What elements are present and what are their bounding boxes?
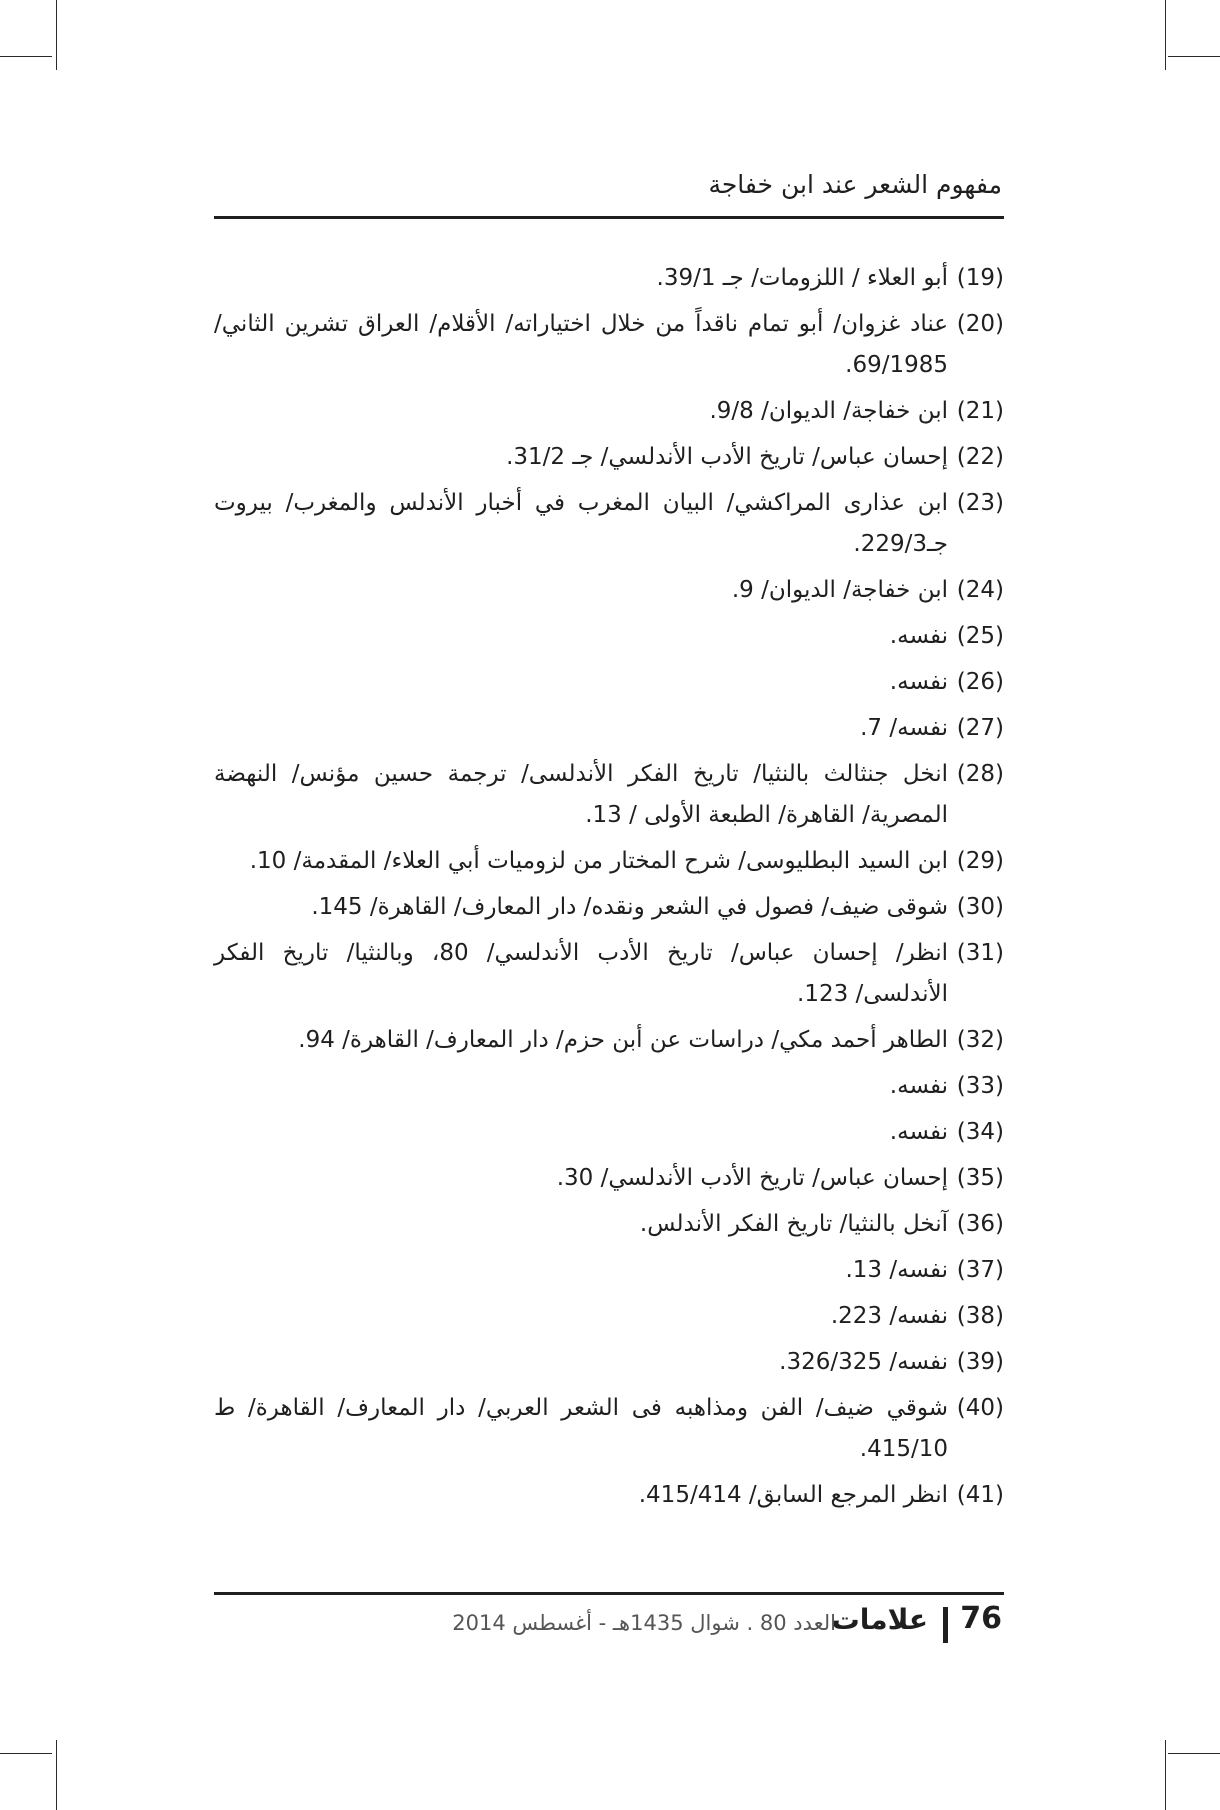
endnote-item [214, 1475, 1004, 1516]
footer-divider-bar [943, 1607, 948, 1643]
endnote-text: نفسه. [889, 669, 948, 695]
endnote-number: (29) [956, 848, 1004, 874]
endnote-text: انخل جنثالث بالنثيا/ تاريخ الفكر الأندلسى/ ترجمة حسين مؤنس/ النهضة المصرية/ القاهرة/ الطبعة الأولى / 13. [214, 761, 948, 828]
endnote-item [214, 1112, 1004, 1153]
endnote-text: ابن السيد البطليوسى/ شرح المختار من لزوميات أبي العلاء/ المقدمة/ 10. [249, 848, 948, 874]
endnotes-list [214, 258, 1004, 1521]
crop-mark [56, 1740, 57, 1810]
endnote-number: (38) [956, 1303, 1004, 1329]
endnote-text: نفسه/ 326/325. [779, 1349, 948, 1375]
endnote-number: (27) [956, 715, 1004, 741]
endnote-number: (21) [956, 398, 1004, 424]
endnote-number: (39) [956, 1349, 1004, 1375]
endnote-text: ابن خفاجة/ الديوان/ 9/8. [709, 398, 948, 424]
endnote-text: أبو العلاء / اللزومات/ جـ 39/1. [656, 265, 948, 291]
endnote-item [214, 1204, 1004, 1245]
endnote-number: (35) [956, 1165, 1004, 1191]
journal-logo: علامات [831, 1603, 928, 1636]
crop-mark [1168, 1753, 1220, 1754]
endnote-number: (22) [956, 444, 1004, 470]
endnote-text: انظر/ إحسان عباس/ تاريخ الأدب الأندلسي/ 80، وبالنثيا/ تاريخ الفكر الأندلسى/ 123. [214, 940, 948, 1007]
crop-mark [56, 0, 57, 70]
endnote-number: (28) [956, 761, 1004, 787]
endnote-text: آنخل بالنثيا/ تاريخ الفكر الأندلس. [639, 1211, 948, 1237]
endnote-number: (31) [956, 940, 1004, 966]
issue-info: العدد 80 . شوال 1435هـ - أغسطس 2014 [452, 1611, 836, 1635]
endnote-item [214, 1066, 1004, 1107]
endnote-number: (23) [956, 490, 1004, 516]
endnote-text: شوقى ضيف/ فصول في الشعر ونقده/ دار المعارف/ القاهرة/ 145. [311, 894, 948, 920]
endnote-text: الطاهر أحمد مكي/ دراسات عن أبن حزم/ دار المعارف/ القاهرة/ 94. [298, 1027, 948, 1053]
endnote-text: ابن خفاجة/ الديوان/ 9. [731, 577, 948, 603]
endnote-number: (37) [956, 1257, 1004, 1283]
endnote-number: (30) [956, 894, 1004, 920]
endnote-text: إحسان عباس/ تاريخ الأدب الأندلسي/ 30. [556, 1165, 948, 1191]
endnote-number: (34) [956, 1119, 1004, 1145]
endnote-item [214, 483, 1004, 565]
endnote-item [214, 841, 1004, 882]
endnote-number: (41) [956, 1482, 1004, 1508]
endnote-text: نفسه. [889, 623, 948, 649]
endnote-item [214, 708, 1004, 749]
endnote-item [214, 662, 1004, 703]
endnote-item [214, 616, 1004, 657]
endnote-item [214, 570, 1004, 611]
endnote-item [214, 1296, 1004, 1337]
page-header [214, 168, 1004, 219]
endnote-item [214, 887, 1004, 928]
endnote-item [214, 1250, 1004, 1291]
crop-mark [1165, 1740, 1166, 1810]
running-title: مفهوم الشعر عند ابن خفاجة [708, 170, 1002, 199]
endnote-item [214, 391, 1004, 432]
endnote-text: شوقي ضيف/ الفن ومذاهبه فى الشعر العربي/ دار المعارف/ القاهرة/ ط 415/10. [214, 1395, 948, 1462]
endnote-number: (26) [956, 669, 1004, 695]
endnote-text: نفسه/ 223. [830, 1303, 948, 1329]
endnote-item [214, 1020, 1004, 1061]
crop-mark [0, 56, 52, 57]
endnote-number: (25) [956, 623, 1004, 649]
endnote-number: (19) [956, 265, 1004, 291]
endnote-item [214, 1342, 1004, 1383]
endnote-item [214, 933, 1004, 1015]
endnote-item [214, 1158, 1004, 1199]
endnote-item [214, 304, 1004, 386]
endnote-item [214, 258, 1004, 299]
endnote-number: (36) [956, 1211, 1004, 1237]
endnote-item [214, 754, 1004, 836]
endnote-text: نفسه. [889, 1119, 948, 1145]
endnote-number: (40) [956, 1395, 1004, 1421]
endnote-text: انظر المرجع السابق/ 415/414. [638, 1482, 948, 1508]
endnote-text: نفسه/ 13. [845, 1257, 948, 1283]
endnote-number: (32) [956, 1027, 1004, 1053]
endnote-item [214, 1388, 1004, 1470]
endnote-number: (20) [956, 311, 1004, 337]
endnote-item [214, 437, 1004, 478]
crop-mark [1168, 56, 1220, 57]
endnote-number: (24) [956, 577, 1004, 603]
endnote-text: نفسه. [889, 1073, 948, 1099]
crop-mark [0, 1753, 52, 1754]
endnote-text: ابن عذارى المراكشي/ البيان المغرب في أخبار الأندلس والمغرب/ بيروت جـ229/3. [214, 490, 948, 557]
endnote-text: عناد غزوان/ أبو تمام ناقداً من خلال اختياراته/ الأقلام/ العراق تشرين الثاني/ 69/1985. [214, 311, 948, 378]
endnote-text: إحسان عباس/ تاريخ الأدب الأندلسي/ جـ 31/2. [506, 444, 948, 470]
page-footer [214, 1592, 1004, 1651]
crop-mark [1165, 0, 1166, 70]
endnote-text: نفسه/ 7. [860, 715, 948, 741]
endnote-number: (33) [956, 1073, 1004, 1099]
page-number: 76 [960, 1601, 1002, 1636]
